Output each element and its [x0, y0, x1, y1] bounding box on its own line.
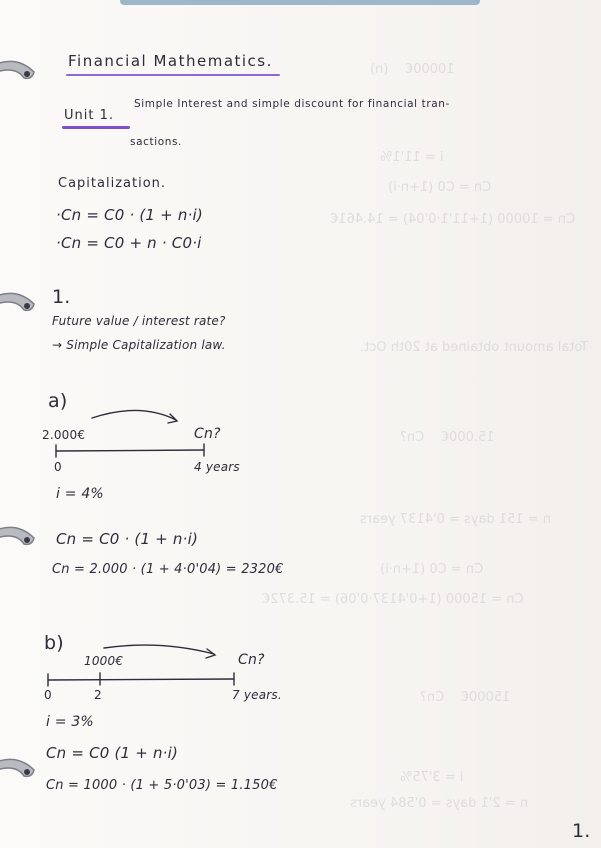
part-a-calculation: Cn = 2.000 · (1 + 4·0'04) = 2320€	[52, 562, 284, 577]
part-b-end: 7 years.	[232, 688, 282, 702]
part-a-rate: i = 4%	[56, 486, 104, 502]
bleed-through-text: 15.000€ Cn?	[400, 430, 495, 445]
unit-title-line1: Simple Interest and simple discount for financial tran-	[134, 98, 450, 110]
part-b-calculation: Cn = 1000 · (1 + 5·0'03) = 1.150€	[46, 778, 278, 793]
unit-title-line2: sactions.	[130, 136, 182, 148]
exercise-law: → Simple Capitalization law.	[52, 338, 226, 352]
bleed-through-text: n = 2'1 days = 0'584 years	[350, 796, 529, 811]
formula-simple-capitalization: ·Cn = C0 · (1 + n·i)	[56, 206, 203, 224]
part-a-target: Cn?	[194, 426, 221, 442]
bleed-through-text: n = 151 days = 0'4137 years	[360, 512, 552, 527]
bleed-through-text: Cn = C0 (1+n·i)	[380, 562, 484, 577]
part-b-mid: 2	[94, 688, 102, 702]
bleed-through-text: Cn = 15000 (1+0'4137·0'06) = 15.372€	[262, 592, 524, 607]
part-a-formula: Cn = C0 · (1 + n·i)	[56, 530, 199, 548]
part-a-timeline-axis	[56, 450, 204, 451]
bleed-through-text: 10000€ (n)	[370, 62, 455, 77]
bleed-through-text: 15000€ Cn?	[420, 690, 511, 705]
part-a-end: 4 years	[194, 460, 240, 474]
formula-simple-capitalization-expanded: ·Cn = C0 + n · C0·i	[56, 234, 202, 252]
part-b-start: 0	[44, 688, 52, 702]
section-heading: Capitalization.	[58, 176, 167, 191]
part-a-label: a)	[48, 390, 68, 412]
part-b-target: Cn?	[238, 652, 265, 668]
curved-arrow-icon	[92, 410, 176, 420]
page-number: 1.	[572, 820, 591, 842]
bleed-through-text: i = 3'75%	[400, 770, 464, 785]
part-b-rate: i = 3%	[46, 714, 94, 730]
bleed-through-text: Cn = C0 (1+n·i)	[388, 180, 492, 195]
exercise-question: Future value / interest rate?	[52, 314, 226, 328]
part-a-start: 0	[54, 460, 62, 474]
bleed-through-text: Total amount obtained at 20th Oct.	[360, 340, 589, 355]
page-title: Financial Mathematics.	[68, 52, 273, 70]
curved-arrow-icon	[104, 645, 214, 654]
part-b-formula: Cn = C0 (1 + n·i)	[46, 744, 179, 762]
exercise-number: 1.	[52, 286, 71, 308]
bleed-through-text: i = 11'1%	[380, 150, 444, 165]
unit-heading: Unit 1.	[64, 108, 114, 123]
part-b-amount: 1000€	[84, 654, 124, 668]
part-a-amount: 2.000€	[42, 428, 86, 442]
part-b-label: b)	[44, 632, 64, 654]
part-b-timeline-axis	[48, 679, 234, 680]
bleed-through-text: Cn = 10000 (1+11'1·0'04) = 14.461€	[330, 212, 576, 227]
